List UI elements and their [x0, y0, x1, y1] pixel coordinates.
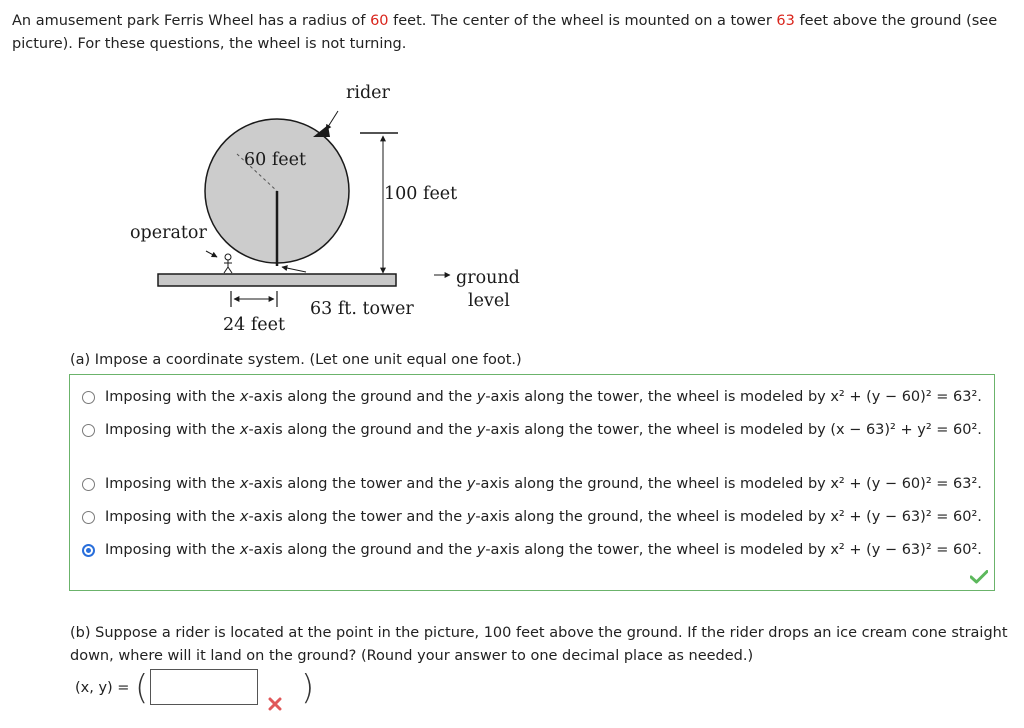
tower-height-value: 63	[776, 13, 795, 29]
operator-figure-icon	[224, 254, 232, 273]
equation: x² + (y − 60)² = 63².	[830, 389, 982, 405]
choice-option-1[interactable]: Imposing with the x-axis along the ground and the y-axis along the tower, the wheel is modeled by x² + (y − 60)² = 63².	[82, 386, 982, 408]
height-label: 100 feet	[384, 184, 458, 204]
equation: (x − 63)² + y² = 60².	[830, 422, 982, 438]
ground-label-line2: level	[468, 291, 510, 311]
tower-label: 63 ft. tower	[310, 299, 414, 319]
part-a-prompt: (a) Impose a coordinate system. (Let one unit equal one foot.)	[70, 352, 522, 368]
close-paren: )	[301, 668, 315, 708]
correct-check-icon	[970, 570, 988, 584]
operator-label: operator	[130, 223, 207, 243]
answer-row	[75, 668, 375, 712]
offset-label: 24 feet	[223, 315, 286, 335]
radio-button[interactable]	[82, 391, 95, 404]
choice-option-2[interactable]: Imposing with the x-axis along the ground and the y-axis along the tower, the wheel is modeled by (x − 63)² + y² = 60².	[82, 419, 982, 441]
incorrect-x-icon	[268, 697, 282, 711]
choice-option-5[interactable]: Imposing with the x-axis along the ground and the y-axis along the tower, the wheel is modeled by x² + (y − 63)² = 60².	[82, 539, 982, 561]
equation: x² + (y − 60)² = 63².	[830, 476, 982, 492]
open-paren: (	[135, 668, 149, 708]
part-a-choices	[69, 374, 995, 591]
radio-button-selected[interactable]	[82, 544, 95, 557]
equation: x² + (y − 63)² = 60².	[830, 509, 982, 525]
radius-value: 60	[370, 13, 389, 29]
part-b-prompt: (b) Suppose a rider is located at the point in the picture, 100 feet above the ground. If the rider drops an ice cream cone straight down, where will it land on the ground? (Round your answer to one decimal place as needed.)	[70, 625, 1008, 664]
problem-intro: An amusement park Ferris Wheel has a radius of 60 feet. The center of the wheel is mounted on a tower 63 feet above the ground (see picture). For these questions, the wheel is not turning.	[12, 13, 998, 52]
rider-label: rider	[346, 83, 390, 103]
radio-button[interactable]	[82, 478, 95, 491]
ferris-wheel-diagram	[120, 76, 540, 346]
answer-input[interactable]	[150, 669, 258, 705]
radio-button[interactable]	[82, 424, 95, 437]
equation: x² + (y − 63)² = 60².	[830, 542, 982, 558]
choice-option-3[interactable]: Imposing with the x-axis along the tower and the y-axis along the ground, the wheel is modeled by x² + (y − 60)² = 63².	[82, 473, 982, 495]
ground-bar	[158, 274, 396, 286]
radio-button[interactable]	[82, 511, 95, 524]
ground-label-line1: ground	[456, 268, 520, 288]
answer-label: (x, y) =	[75, 680, 130, 696]
tower-arrow	[282, 267, 306, 272]
choice-option-4[interactable]: Imposing with the x-axis along the tower and the y-axis along the ground, the wheel is modeled by x² + (y − 63)² = 60².	[82, 506, 982, 528]
operator-arrow	[206, 251, 217, 257]
radius-label: 60 feet	[244, 150, 307, 170]
